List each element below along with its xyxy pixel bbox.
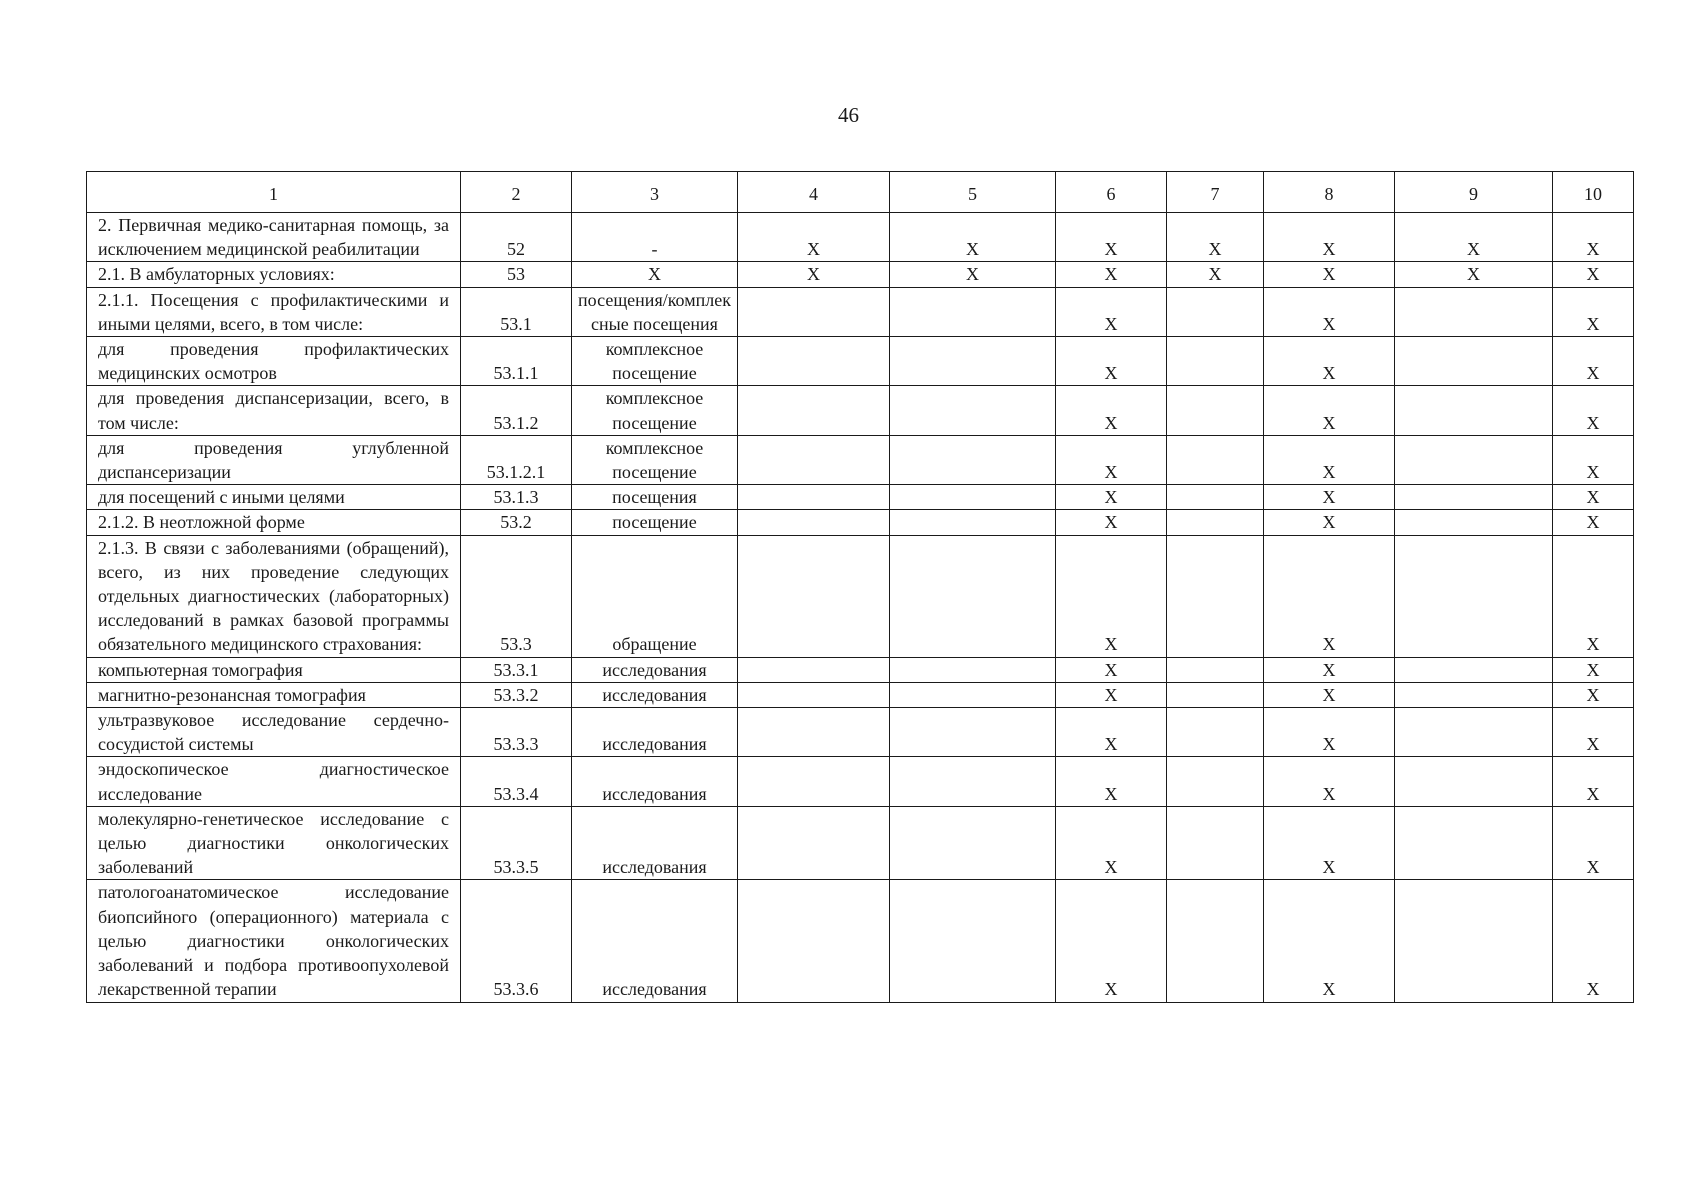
cell-col-7 bbox=[1167, 485, 1264, 510]
table-row bbox=[87, 535, 1634, 657]
cell-col-5 bbox=[890, 435, 1056, 484]
row-name: 2.1. В амбулаторных условиях: bbox=[87, 262, 461, 287]
table-row bbox=[87, 806, 1634, 880]
cell-col-7 bbox=[1167, 535, 1264, 657]
cell-col-5 bbox=[890, 708, 1056, 757]
row-name: для проведения углубленной диспансеризации bbox=[87, 435, 461, 484]
cell-col-7 bbox=[1167, 287, 1264, 336]
cell-col-6: Х bbox=[1056, 806, 1167, 880]
cell-col-4 bbox=[738, 806, 890, 880]
cell-col-4: Х bbox=[738, 213, 890, 262]
column-number: 7 bbox=[1167, 172, 1264, 213]
cell-col-8: Х bbox=[1264, 757, 1395, 806]
cell-col-5 bbox=[890, 287, 1056, 336]
cell-col-4 bbox=[738, 287, 890, 336]
cell-col-5 bbox=[890, 386, 1056, 435]
row-name: компьютерная томография bbox=[87, 657, 461, 682]
cell-col-10: Х bbox=[1553, 435, 1634, 484]
cell-col-5 bbox=[890, 806, 1056, 880]
row-code: 53.3.5 bbox=[461, 806, 572, 880]
table-row bbox=[87, 682, 1634, 707]
cell-col-8: Х bbox=[1264, 657, 1395, 682]
row-code: 53.1.2 bbox=[461, 386, 572, 435]
cell-col-9 bbox=[1395, 337, 1553, 386]
cell-col-6: Х bbox=[1056, 485, 1167, 510]
cell-col-7 bbox=[1167, 510, 1264, 535]
row-name: магнитно-резонансная томография bbox=[87, 682, 461, 707]
cell-col-7: Х bbox=[1167, 262, 1264, 287]
cell-col-5: Х bbox=[890, 262, 1056, 287]
cell-col-6: Х bbox=[1056, 535, 1167, 657]
row-unit: Х bbox=[572, 262, 738, 287]
table-row bbox=[87, 386, 1634, 435]
cell-col-6: Х bbox=[1056, 657, 1167, 682]
cell-col-8: Х bbox=[1264, 708, 1395, 757]
table-row bbox=[87, 435, 1634, 484]
row-code: 53.1 bbox=[461, 287, 572, 336]
cell-col-6: Х bbox=[1056, 708, 1167, 757]
table-row bbox=[87, 510, 1634, 535]
cell-col-4 bbox=[738, 435, 890, 484]
cell-col-7 bbox=[1167, 880, 1264, 1002]
column-number: 5 bbox=[890, 172, 1056, 213]
cell-col-9 bbox=[1395, 485, 1553, 510]
cell-col-10: Х bbox=[1553, 708, 1634, 757]
cell-col-5 bbox=[890, 510, 1056, 535]
column-number: 1 bbox=[87, 172, 461, 213]
cell-col-7 bbox=[1167, 657, 1264, 682]
row-name: патологоанатомическое исследование биопсийного (операционного) материала с целью диагностики онкологических заболеваний и подбора противоопухолевой лекарственной терапии bbox=[87, 880, 461, 1002]
cell-col-9 bbox=[1395, 510, 1553, 535]
table-row bbox=[87, 657, 1634, 682]
cell-col-9 bbox=[1395, 386, 1553, 435]
cell-col-6: Х bbox=[1056, 287, 1167, 336]
cell-col-6: Х bbox=[1056, 262, 1167, 287]
row-unit: комплексное посещение bbox=[572, 435, 738, 484]
row-name: 2. Первичная медико-санитарная помощь, за исключением медицинской реабилитации bbox=[87, 213, 461, 262]
cell-col-9 bbox=[1395, 535, 1553, 657]
row-code: 53.1.1 bbox=[461, 337, 572, 386]
cell-col-8: Х bbox=[1264, 806, 1395, 880]
cell-col-7 bbox=[1167, 337, 1264, 386]
cell-col-4 bbox=[738, 708, 890, 757]
row-unit: комплексное посещение bbox=[572, 386, 738, 435]
cell-col-8: Х bbox=[1264, 485, 1395, 510]
cell-col-7 bbox=[1167, 708, 1264, 757]
cell-col-5 bbox=[890, 535, 1056, 657]
cell-col-4 bbox=[738, 682, 890, 707]
cell-col-6: Х bbox=[1056, 682, 1167, 707]
cell-col-6: Х bbox=[1056, 386, 1167, 435]
cell-col-5: Х bbox=[890, 213, 1056, 262]
cell-col-10: Х bbox=[1553, 510, 1634, 535]
cell-col-6: Х bbox=[1056, 435, 1167, 484]
row-unit: исследования bbox=[572, 757, 738, 806]
cell-col-4 bbox=[738, 535, 890, 657]
cell-col-7 bbox=[1167, 682, 1264, 707]
cell-col-5 bbox=[890, 337, 1056, 386]
column-number: 10 bbox=[1553, 172, 1634, 213]
column-number: 9 bbox=[1395, 172, 1553, 213]
row-code: 53.3.6 bbox=[461, 880, 572, 1002]
cell-col-9 bbox=[1395, 657, 1553, 682]
cell-col-4 bbox=[738, 337, 890, 386]
cell-col-10: Х bbox=[1553, 386, 1634, 435]
row-code: 53.3.4 bbox=[461, 757, 572, 806]
cell-col-10: Х bbox=[1553, 287, 1634, 336]
cell-col-9 bbox=[1395, 708, 1553, 757]
row-unit: - bbox=[572, 213, 738, 262]
cell-col-6: Х bbox=[1056, 337, 1167, 386]
row-code: 53.3.1 bbox=[461, 657, 572, 682]
column-number-row bbox=[87, 172, 1634, 213]
cell-col-10: Х bbox=[1553, 262, 1634, 287]
cell-col-10: Х bbox=[1553, 535, 1634, 657]
column-number: 3 bbox=[572, 172, 738, 213]
cell-col-10: Х bbox=[1553, 880, 1634, 1002]
cell-col-7: Х bbox=[1167, 213, 1264, 262]
row-unit: исследования bbox=[572, 806, 738, 880]
row-unit: посещения/комплексные посещения bbox=[572, 287, 738, 336]
row-code: 53.1.2.1 bbox=[461, 435, 572, 484]
row-unit: обращение bbox=[572, 535, 738, 657]
cell-col-8: Х bbox=[1264, 510, 1395, 535]
row-unit: посещения bbox=[572, 485, 738, 510]
cell-col-7 bbox=[1167, 386, 1264, 435]
row-name: для проведения профилактических медицинских осмотров bbox=[87, 337, 461, 386]
table-row bbox=[87, 287, 1634, 336]
row-code: 52 bbox=[461, 213, 572, 262]
cell-col-10: Х bbox=[1553, 806, 1634, 880]
cell-col-4 bbox=[738, 757, 890, 806]
row-name: 2.1.3. В связи с заболеваниями (обращений), всего, из них проведение следующих отдельных диагностических (лабораторных) исследований в рамках базовой программы обязательного медицинского страхования: bbox=[87, 535, 461, 657]
row-name: молекулярно-генетическое исследование с целью диагностики онкологических заболеваний bbox=[87, 806, 461, 880]
row-name: эндоскопическое диагностическое исследование bbox=[87, 757, 461, 806]
cell-col-8: Х bbox=[1264, 682, 1395, 707]
row-unit: исследования bbox=[572, 708, 738, 757]
cell-col-9 bbox=[1395, 435, 1553, 484]
table-row bbox=[87, 262, 1634, 287]
row-name: 2.1.2. В неотложной форме bbox=[87, 510, 461, 535]
cell-col-8: Х bbox=[1264, 337, 1395, 386]
cell-col-8: Х bbox=[1264, 287, 1395, 336]
cell-col-8: Х bbox=[1264, 262, 1395, 287]
row-name: для проведения диспансеризации, всего, в том числе: bbox=[87, 386, 461, 435]
column-number: 8 bbox=[1264, 172, 1395, 213]
row-name: для посещений с иными целями bbox=[87, 485, 461, 510]
table-row bbox=[87, 213, 1634, 262]
cell-col-8: Х bbox=[1264, 880, 1395, 1002]
cell-col-6: Х bbox=[1056, 880, 1167, 1002]
cell-col-9 bbox=[1395, 757, 1553, 806]
cell-col-9 bbox=[1395, 287, 1553, 336]
cell-col-7 bbox=[1167, 757, 1264, 806]
page-number: 46 bbox=[838, 103, 859, 127]
cell-col-9 bbox=[1395, 682, 1553, 707]
table-row bbox=[87, 708, 1634, 757]
cell-col-10: Х bbox=[1553, 657, 1634, 682]
program-table bbox=[86, 171, 1634, 1003]
cell-col-10: Х bbox=[1553, 213, 1634, 262]
column-number: 2 bbox=[461, 172, 572, 213]
row-code: 53.2 bbox=[461, 510, 572, 535]
row-code: 53.3.3 bbox=[461, 708, 572, 757]
cell-col-10: Х bbox=[1553, 337, 1634, 386]
cell-col-6: Х bbox=[1056, 510, 1167, 535]
cell-col-7 bbox=[1167, 435, 1264, 484]
table-row bbox=[87, 485, 1634, 510]
cell-col-5 bbox=[890, 682, 1056, 707]
cell-col-4 bbox=[738, 386, 890, 435]
cell-col-9 bbox=[1395, 806, 1553, 880]
cell-col-8: Х bbox=[1264, 386, 1395, 435]
row-unit: комплексное посещение bbox=[572, 337, 738, 386]
table-row bbox=[87, 337, 1634, 386]
row-code: 53.1.3 bbox=[461, 485, 572, 510]
row-unit: исследования bbox=[572, 657, 738, 682]
cell-col-4: Х bbox=[738, 262, 890, 287]
cell-col-9 bbox=[1395, 880, 1553, 1002]
row-unit: исследования bbox=[572, 880, 738, 1002]
row-code: 53.3.2 bbox=[461, 682, 572, 707]
table-row bbox=[87, 880, 1634, 1002]
cell-col-6: Х bbox=[1056, 757, 1167, 806]
row-code: 53.3 bbox=[461, 535, 572, 657]
cell-col-4 bbox=[738, 510, 890, 535]
cell-col-5 bbox=[890, 657, 1056, 682]
row-unit: исследования bbox=[572, 682, 738, 707]
cell-col-7 bbox=[1167, 806, 1264, 880]
row-unit: посещение bbox=[572, 510, 738, 535]
cell-col-10: Х bbox=[1553, 485, 1634, 510]
cell-col-8: Х bbox=[1264, 535, 1395, 657]
table-row bbox=[87, 757, 1634, 806]
row-name: 2.1.1. Посещения с профилактическими и иными целями, всего, в том числе: bbox=[87, 287, 461, 336]
cell-col-5 bbox=[890, 485, 1056, 510]
column-number: 4 bbox=[738, 172, 890, 213]
cell-col-5 bbox=[890, 757, 1056, 806]
cell-col-6: Х bbox=[1056, 213, 1167, 262]
cell-col-10: Х bbox=[1553, 757, 1634, 806]
cell-col-4 bbox=[738, 485, 890, 510]
cell-col-9: Х bbox=[1395, 213, 1553, 262]
cell-col-4 bbox=[738, 657, 890, 682]
column-number: 6 bbox=[1056, 172, 1167, 213]
cell-col-5 bbox=[890, 880, 1056, 1002]
cell-col-4 bbox=[738, 880, 890, 1002]
row-name: ультразвуковое исследование сердечно-сосудистой системы bbox=[87, 708, 461, 757]
cell-col-8: Х bbox=[1264, 435, 1395, 484]
cell-col-10: Х bbox=[1553, 682, 1634, 707]
row-code: 53 bbox=[461, 262, 572, 287]
cell-col-8: Х bbox=[1264, 213, 1395, 262]
cell-col-9: Х bbox=[1395, 262, 1553, 287]
